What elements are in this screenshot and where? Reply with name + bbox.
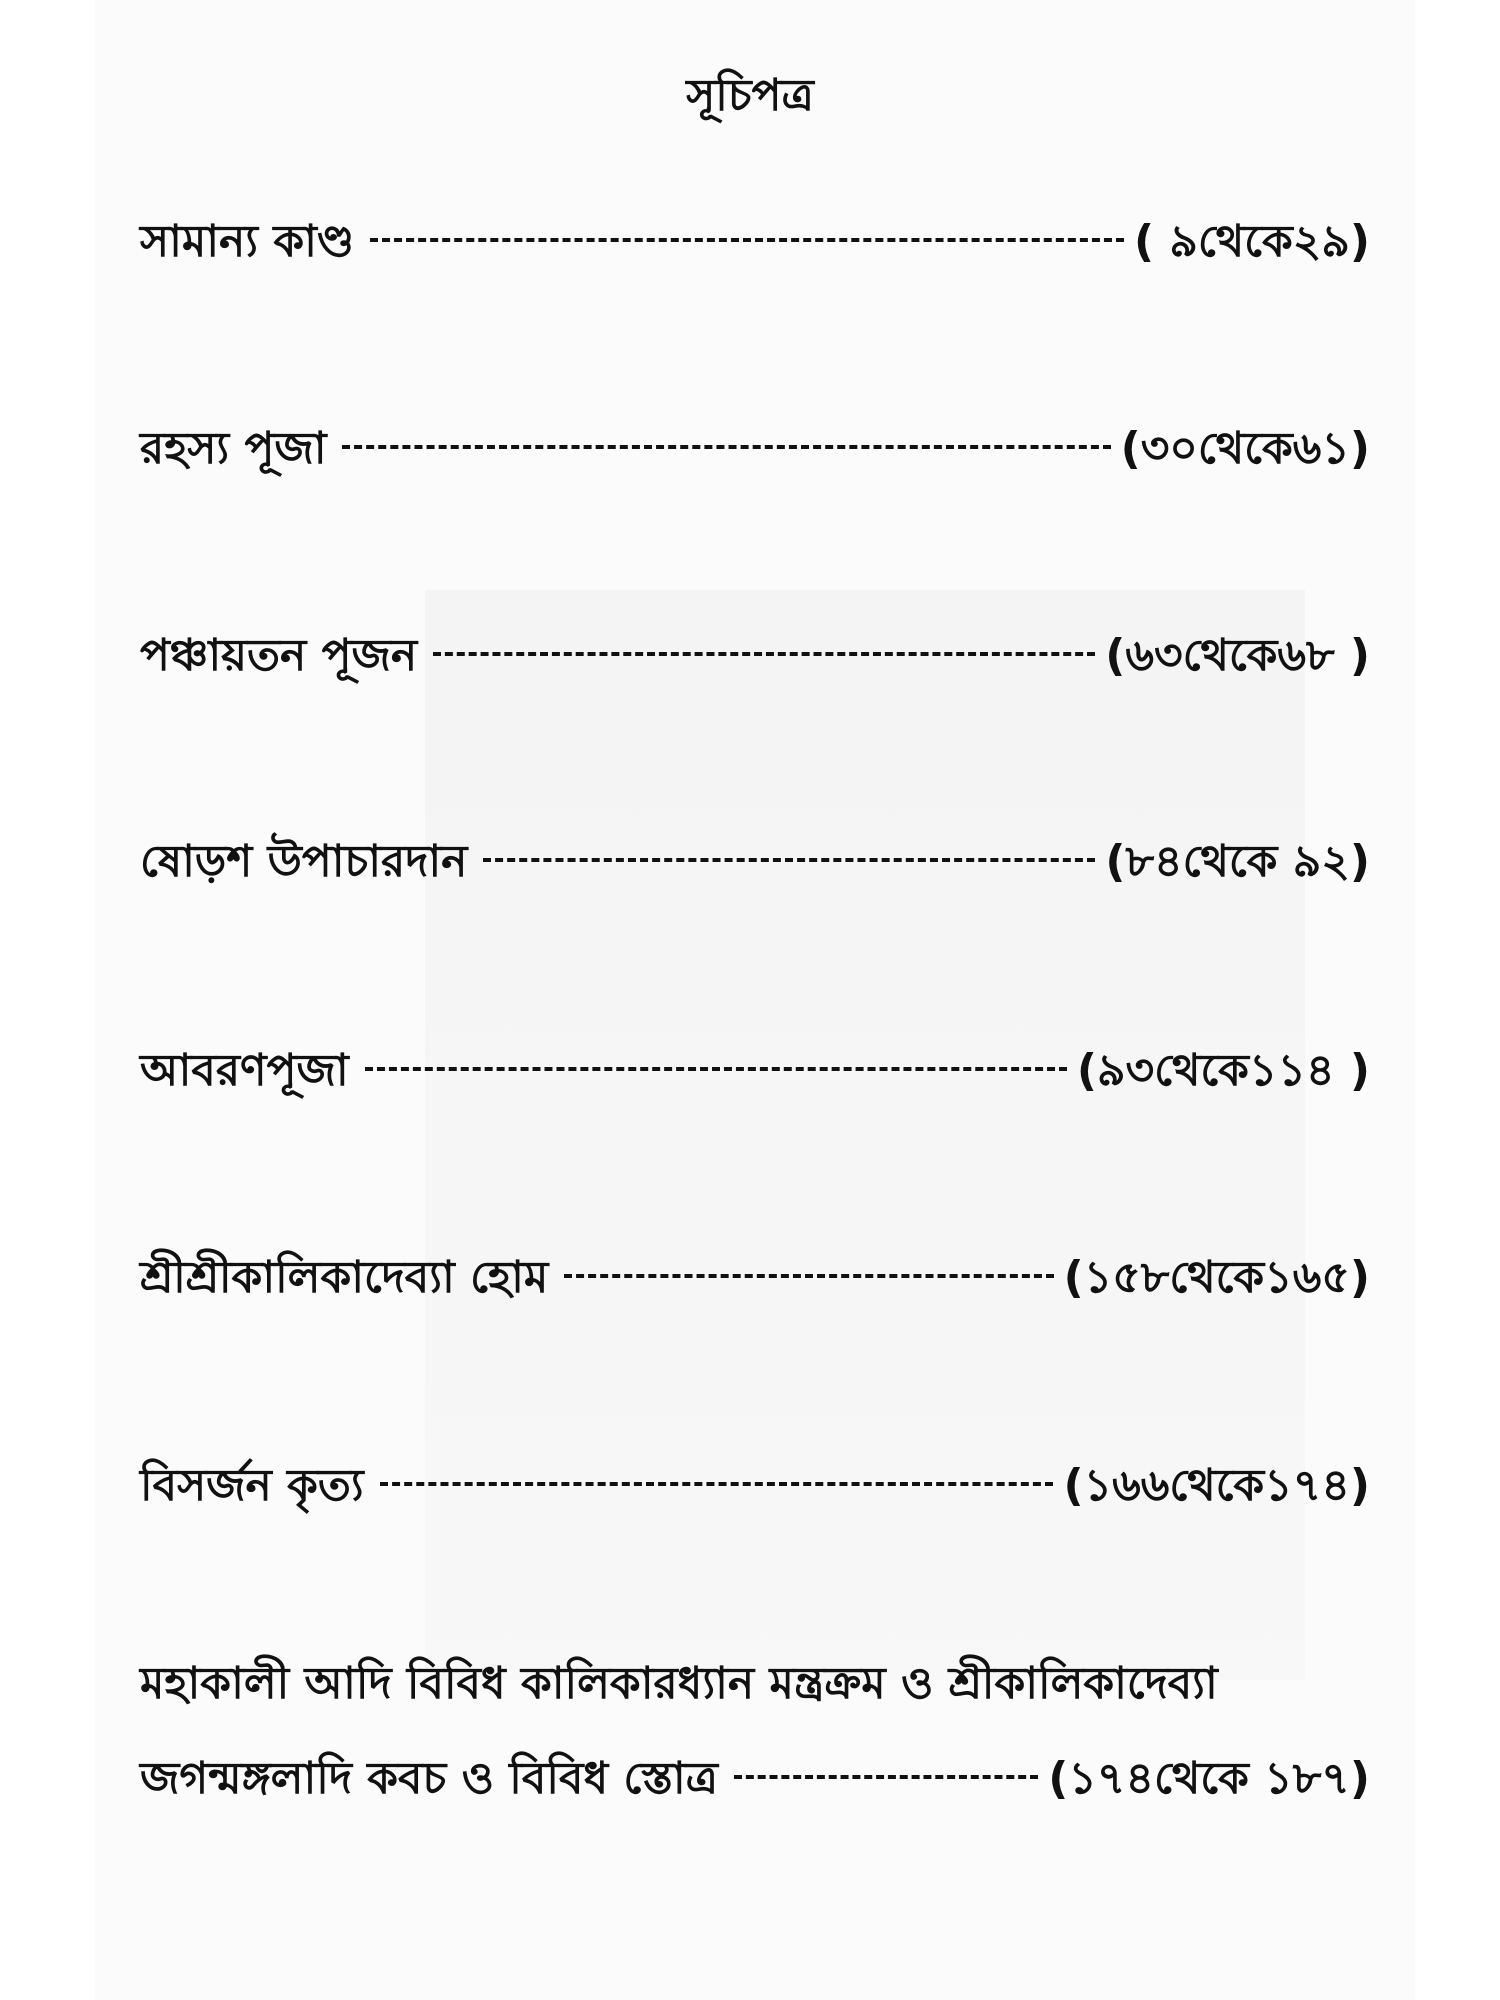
toc-entry — [140, 208, 1370, 281]
toc-entry — [140, 1244, 1370, 1317]
dot-leader — [433, 652, 1095, 656]
toc-entry-name: ষোড়শ উপাচারদান — [140, 836, 468, 887]
dot-leader — [564, 1274, 1053, 1278]
dot-leader — [365, 1067, 1067, 1071]
dot-leader — [380, 1482, 1054, 1486]
toc-entry-line2 — [140, 1745, 1370, 1818]
toc-entry-pages: (৮৪থেকে ৯২) — [1105, 836, 1370, 887]
dot-leader — [370, 238, 1124, 242]
toc-entry-pages: (৯৩থেকে১১৪ ) — [1076, 1045, 1370, 1096]
toc-entry-name: আবরণপূজা — [140, 1045, 349, 1096]
dot-leader — [342, 445, 1110, 449]
toc-entry-pages: (১৬৬থেকে১৭৪) — [1063, 1460, 1370, 1511]
toc-entry-name: শ্রীশ্রীকালিকাদেব্যা হোম — [140, 1252, 549, 1303]
toc-entry-pages: ( ৯থেকে২৯) — [1133, 216, 1370, 267]
dot-leader — [483, 858, 1095, 862]
toc-entry-name: পঞ্চায়তন পূজন — [140, 630, 418, 681]
toc-entry-name-line2: জগন্মঙ্গলাদি কবচ ও বিবিধ স্তোত্র — [140, 1753, 719, 1804]
toc-entry-pages: (৩০থেকে৬১) — [1120, 423, 1370, 474]
toc-entry-multiline — [140, 1650, 1370, 1818]
toc-entry-name-line1: মহাকালী আদি বিবিধ কালিকারধ্যান মন্ত্রক্রম ও শ্রীকালিকাদেব্যা — [140, 1658, 1218, 1709]
toc-entry — [140, 828, 1370, 901]
dot-leader — [734, 1775, 1038, 1779]
toc-entry — [140, 1452, 1370, 1525]
toc-entry-name: সামান্য কাণ্ড — [140, 216, 355, 267]
toc-entry-pages: (৬৩থেকে৬৮ ) — [1105, 630, 1370, 681]
toc-entry — [140, 1037, 1370, 1110]
toc-entry-name: বিসর্জন কৃত্য — [140, 1460, 364, 1511]
toc-entry-name: রহস্য পূজা — [140, 423, 327, 474]
toc-entry — [140, 415, 1370, 488]
toc-entry-pages: (১৫৮থেকে১৬৫) — [1063, 1252, 1370, 1303]
page-title: সূচিপত্র — [686, 70, 814, 121]
toc-entry — [140, 622, 1370, 695]
toc-entry-pages: (১৭৪থেকে ১৮৭) — [1048, 1753, 1370, 1804]
